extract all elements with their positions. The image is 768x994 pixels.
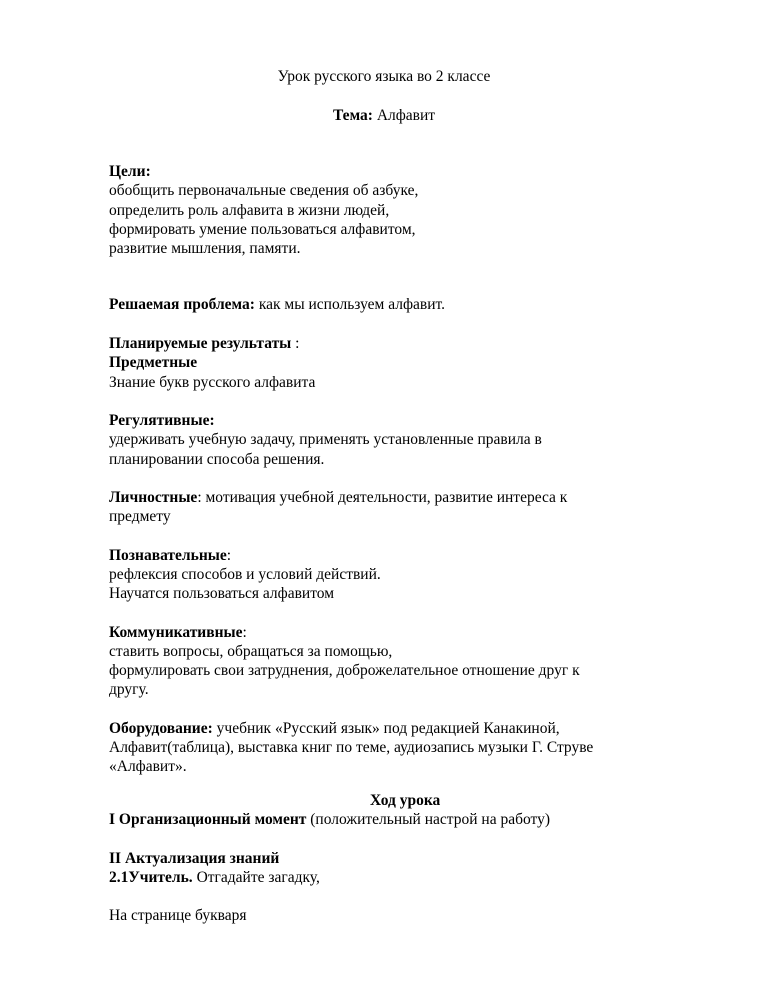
step21-line (109, 868, 320, 888)
communicative-text: ставить вопросы, обращаться за помощью, (109, 643, 393, 660)
riddle-line: На странице букваря (109, 907, 247, 924)
equipment-text: «Алфавит». (109, 758, 187, 775)
goal-item: определить роль алфавита в жизни людей, (109, 202, 390, 219)
cognitive-text: Научатся пользоваться алфавитом (109, 585, 335, 602)
personal-line (109, 488, 567, 508)
stage1-label: I Организационный момент (109, 811, 307, 828)
problem-value: как мы используем алфавит. (254, 296, 445, 313)
subject-text: Знание букв русского алфавита (109, 374, 316, 391)
equipment-text: Алфавит(таблица), выставка книг по теме, аудиозапись музыки Г. Струве (109, 739, 594, 756)
lesson-title: Урок русского языка во 2 классе (277, 68, 491, 85)
goal-item: обобщить первоначальные сведения об азбуке, (109, 182, 419, 199)
goal-item: формировать умение пользоваться алфавитом, (109, 221, 416, 238)
lesson-heading: Ход урока (370, 792, 441, 809)
stage1-line (109, 810, 550, 830)
cognitive-text: рефлексия способов и условий действий. (109, 566, 381, 583)
step21-text: Отгадайте загадку, (192, 869, 320, 886)
communicative-heading: Коммуникативные (109, 624, 243, 641)
communicative-text: формулировать свои затруднения, доброжелательное отношение друг к (109, 662, 580, 679)
goal-item: развитие мышления, памяти. (109, 240, 301, 257)
stage2-heading: II Актуализация знаний (109, 850, 280, 867)
topic-line (0, 106, 768, 126)
problem-line (109, 295, 445, 315)
cognitive-heading-line: Познавательные: (109, 547, 232, 564)
subject-heading: Предметные (109, 354, 198, 371)
topic-value: Алфавит (372, 107, 436, 124)
cognitive-heading: Познавательные (109, 547, 227, 564)
personal-text: предмету (109, 508, 171, 525)
problem-label: Решаемая проблема: (109, 296, 255, 313)
personal-heading: Личностные (109, 489, 198, 506)
results-heading: Планируемые результаты : (109, 335, 300, 352)
regulatory-text: планировании способа решения. (109, 451, 325, 468)
stage1-text: (положительный настрой на работу) (306, 811, 550, 828)
equipment-line (109, 719, 560, 739)
regulatory-heading: Регулятивные: (109, 412, 215, 429)
topic-label: Тема: (332, 107, 373, 124)
communicative-heading-line: Коммуникативные: (109, 624, 247, 641)
goals-heading: Цели: (109, 163, 151, 180)
equipment-label: Оборудование: (109, 720, 213, 737)
equipment-text: учебник «Русский язык» под редакцией Канакиной, (212, 720, 560, 737)
regulatory-text: удерживать учебную задачу, применять установленные правила в (109, 431, 542, 448)
step21-label: 2.1Учитель. (109, 869, 193, 886)
personal-text: : мотивация учебной деятельности, развитие интереса к (197, 489, 568, 506)
communicative-text: другу. (109, 681, 149, 698)
